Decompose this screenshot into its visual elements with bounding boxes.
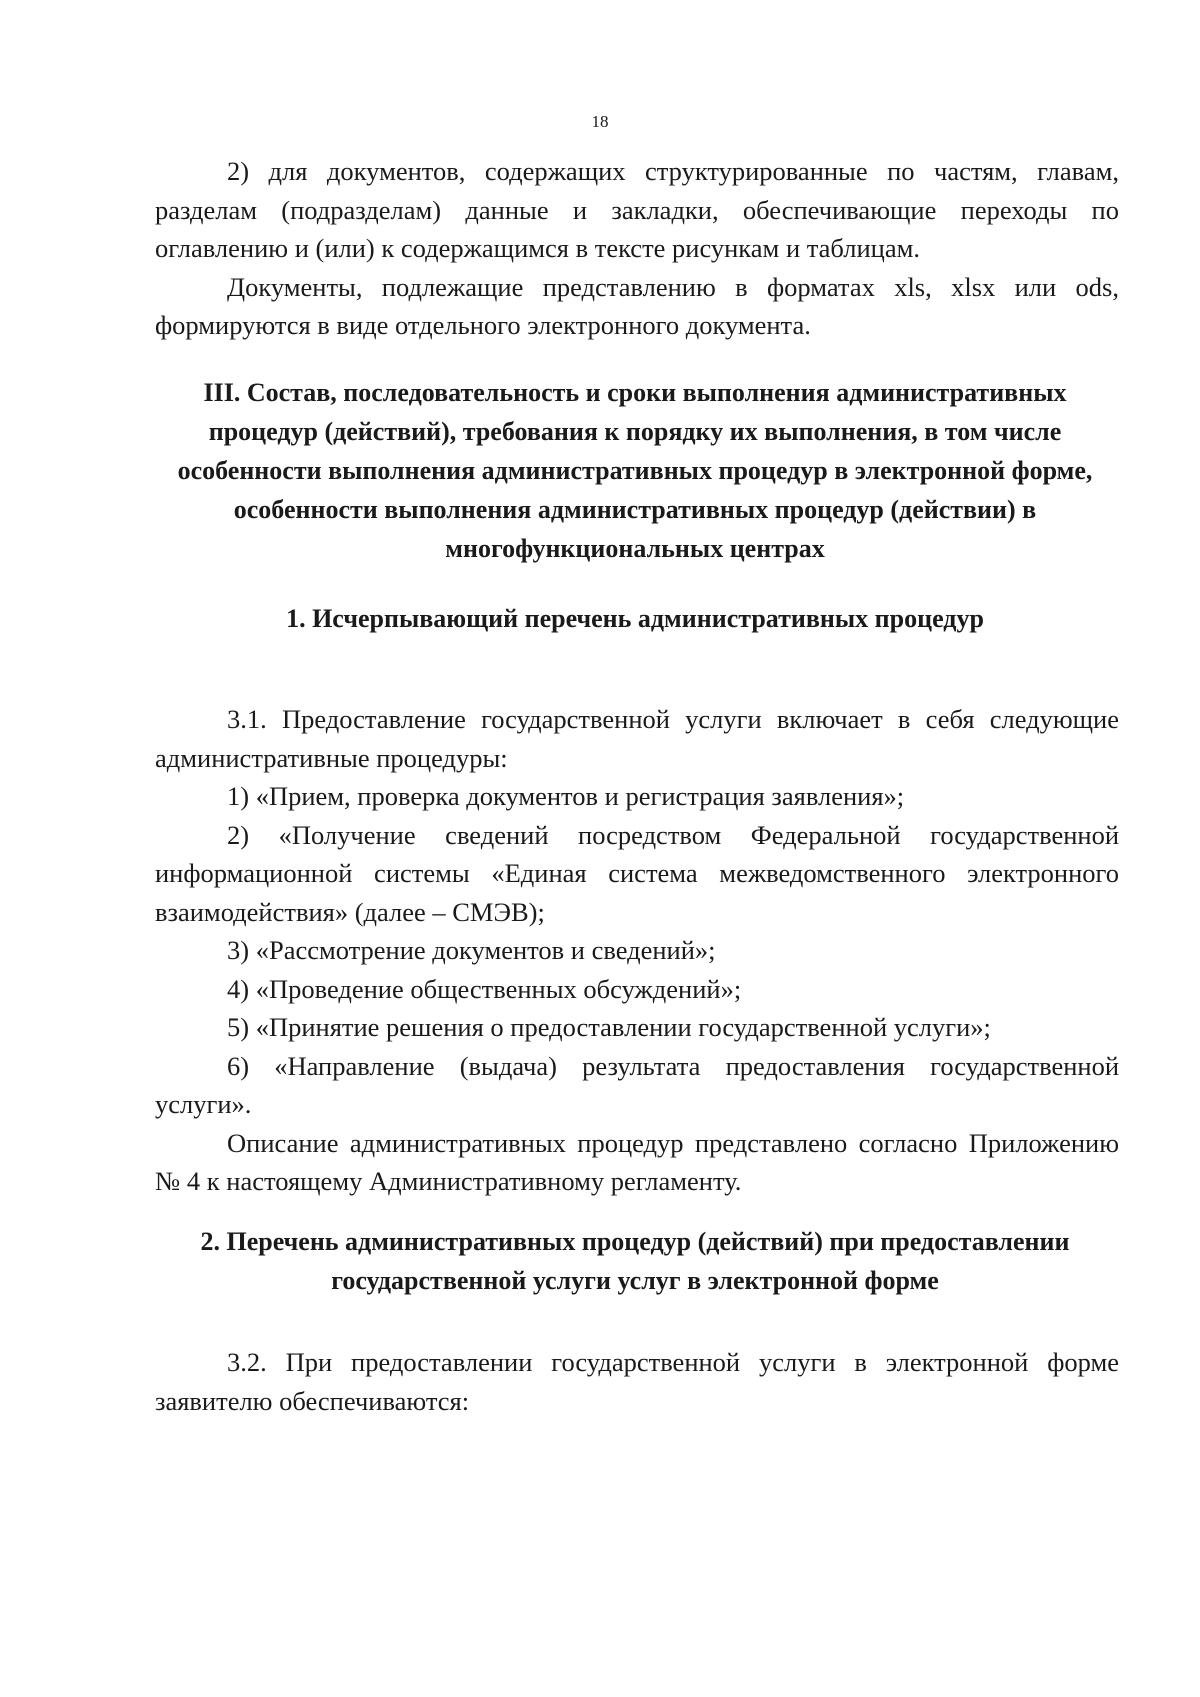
list-item-procedure-4: 4) «Проведение общественных обсуждений»;	[227, 973, 742, 1004]
paragraph-structured-docs: 2) для документов, содержащих структурированные по частям, главам, разделам (подразделам) данные и закладки, обеспечивающие переходы по оглавлению и (или) к содержащимся в тексте рисункам и таблицам.	[155, 156, 1119, 263]
list-item-procedure-3: 3) «Рассмотрение документов и сведений»;	[227, 935, 716, 965]
subheading-electronic-form: 2. Перечень административных процедур (действий) при предоставлении государственной услуги услуг в электронной форме	[200, 1227, 1070, 1295]
list-item-procedure-2: 2) «Получение сведений посредством Федеральной государственной информационной системы «Единая система межведомственного электронного взаимодействия» (далее – СМЭВ);	[155, 819, 1119, 927]
list-item-procedure-5: 5) «Принятие решения о предоставлении государственной услуги»;	[227, 1012, 991, 1042]
paragraph-description-appendix: Описание административных процедур представлено согласно Приложению № 4 к настоящему Административному регламенту.	[155, 1127, 1119, 1196]
text-block-formats	[155, 152, 1119, 345]
section-heading-iii: III. Состав, последовательность и сроки выполнения административных процедур (действий), требования к порядку их выполнения, в том числе особенности выполнения административных процедур в электронной форме, особенности выполнения административных процедур (действии) в многофункциональных центрах	[177, 378, 1093, 563]
list-item-procedure-6: 6) «Направление (выдача) результата предоставления государственной услуги».	[155, 1050, 1119, 1119]
subheading-procedures-list: 1. Исчерпывающий перечень административных процедур	[286, 604, 984, 633]
paragraph-3-2: 3.2. При предоставлении государственной услуги в электронной форме заявителю обеспечиваются:	[155, 1347, 1119, 1416]
page-number: 18	[591, 112, 609, 131]
paragraph-xls-formats: Документы, подлежащие представлению в форматах xls, xlsx или ods, формируются в виде отдельного электронного документа.	[155, 271, 1119, 340]
paragraph-3-1: 3.1. Предоставление государственной услуги включает в себя следующие административные процедуры:	[155, 704, 1119, 773]
text-block-3-2	[155, 1343, 1119, 1420]
text-block-procedures	[155, 700, 1119, 1201]
list-item-procedure-1: 1) «Прием, проверка документов и регистрация заявления»;	[227, 781, 905, 811]
